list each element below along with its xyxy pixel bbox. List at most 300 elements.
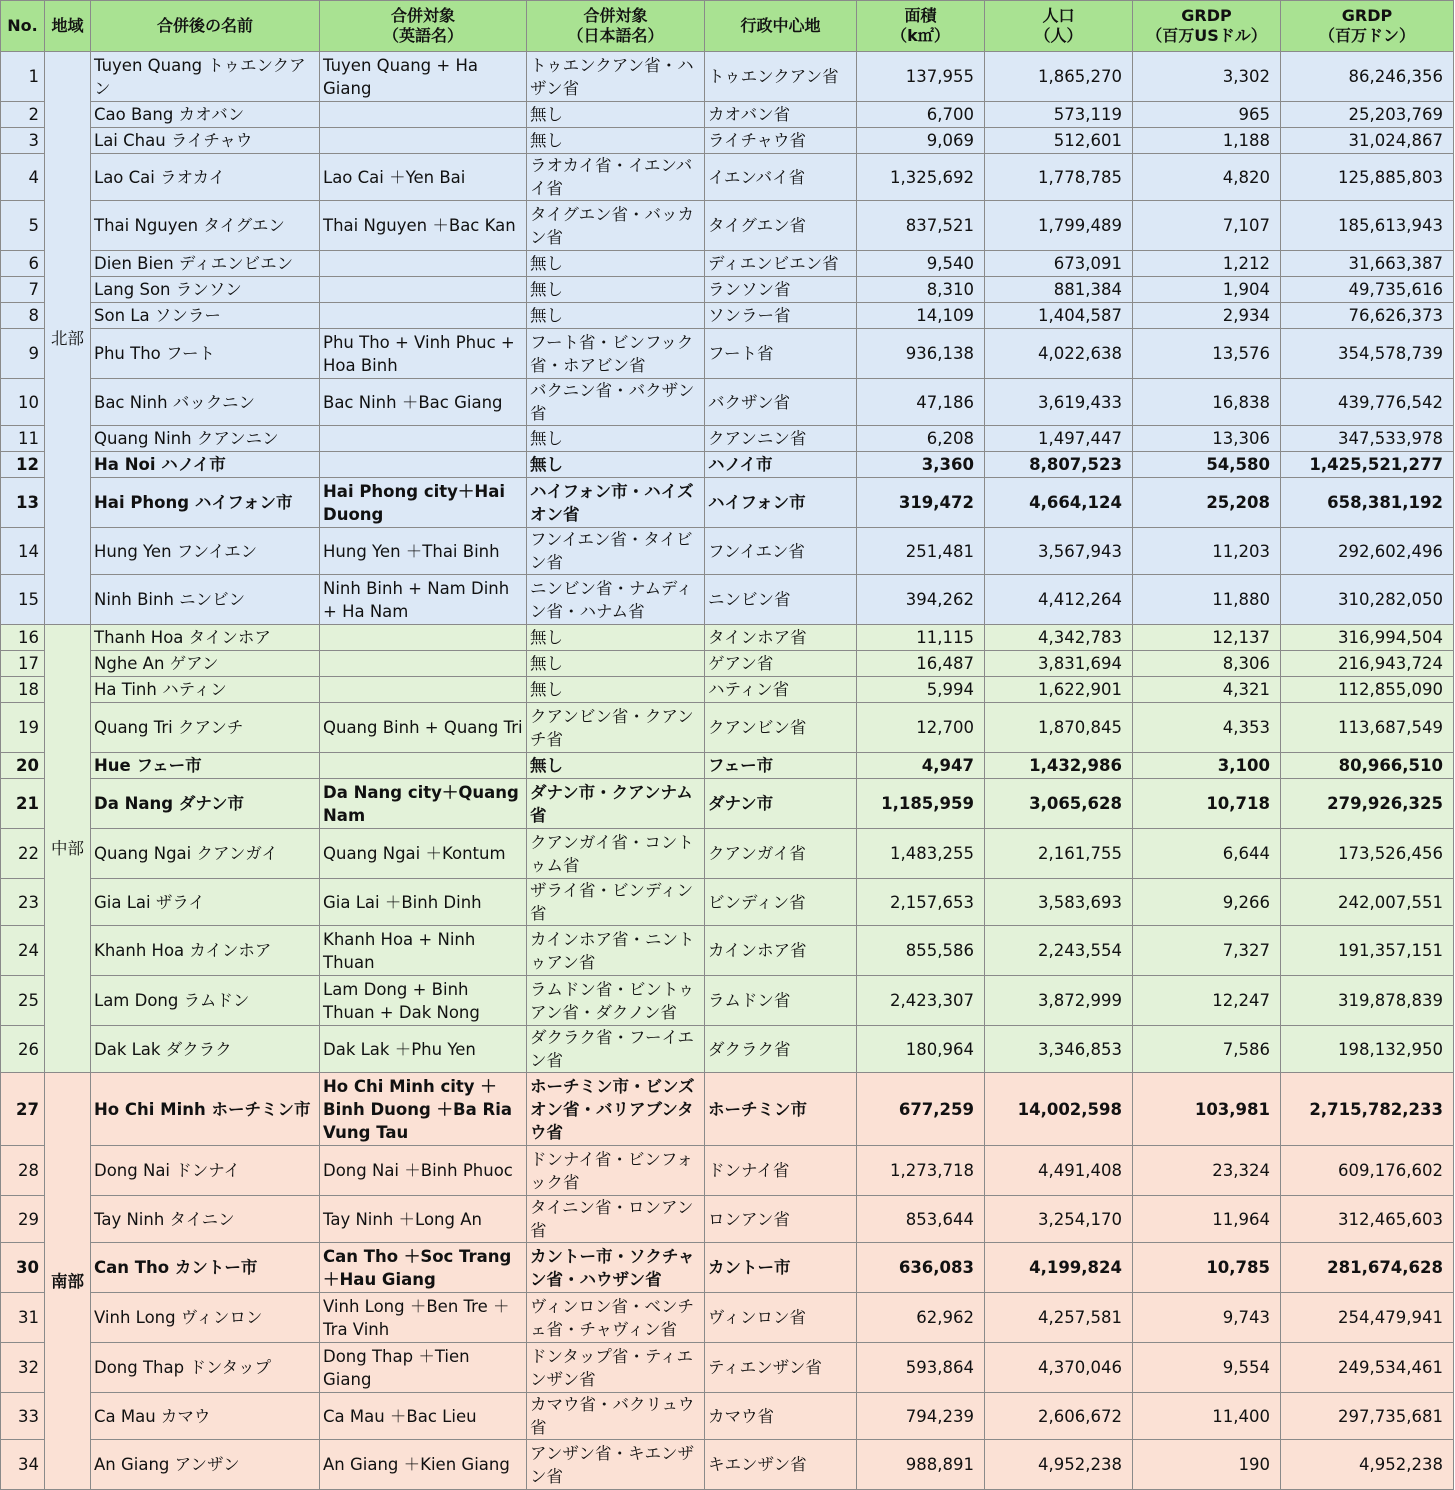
cell-targets-en: Gia Lai ＋Binh Dinh [320,879,527,926]
cell-grdp-vnd: 173,526,456 [1281,829,1454,879]
cell-targets-ja: タイニン省・ロンアン省 [527,1196,705,1243]
cell-area: 2,423,307 [857,976,985,1026]
cell-area: 319,472 [857,478,985,528]
cell-grdp-usd: 11,400 [1133,1393,1281,1440]
cell-center: バクザン省 [705,379,857,426]
cell-population: 4,664,124 [985,478,1133,528]
cell-targets-en: Tay Ninh ＋Long An [320,1196,527,1243]
header-population-line2: （人） [1034,26,1083,45]
cell-area: 137,955 [857,52,985,102]
cell-targets-en [320,426,527,452]
cell-no: 1 [1,52,45,102]
cell-area: 1,325,692 [857,154,985,201]
cell-targets-ja: フート省・ビンフック省・ホアビン省 [527,329,705,379]
table-row [1,879,1454,926]
region-group-north [1,52,1454,625]
cell-grdp-vnd: 292,602,496 [1281,528,1454,575]
cell-no: 22 [1,829,45,879]
header-area-line1: 面積 [904,6,937,25]
cell-merged-name: Cao Bang カオバン [91,102,320,128]
cell-center: ラムドン省 [705,976,857,1026]
cell-grdp-usd: 10,785 [1133,1243,1281,1293]
cell-grdp-usd: 2,934 [1133,303,1281,329]
cell-targets-en: Hung Yen ＋Thai Binh [320,528,527,575]
cell-population: 2,243,554 [985,926,1133,976]
cell-grdp-vnd: 31,024,867 [1281,128,1454,154]
cell-area: 794,239 [857,1393,985,1440]
table-row [1,1393,1454,1440]
cell-grdp-vnd: 297,735,681 [1281,1393,1454,1440]
cell-targets-en: Dong Nai ＋Binh Phuoc [320,1146,527,1196]
header-grdp-usd-line1: GRDP [1181,6,1232,25]
cell-merged-name: Lam Dong ラムドン [91,976,320,1026]
cell-grdp-vnd: 1,425,521,277 [1281,452,1454,478]
header-no: No. [1,1,45,52]
header-merged-name: 合併後の名前 [91,1,320,52]
cell-center: クアンニン省 [705,426,857,452]
cell-center: クアンガイ省 [705,829,857,879]
table-row [1,976,1454,1026]
cell-area: 9,540 [857,251,985,277]
cell-targets-en [320,651,527,677]
cell-merged-name: Lai Chau ライチャウ [91,128,320,154]
cell-targets-ja: 無し [527,677,705,703]
cell-targets-ja: ザライ省・ビンディン省 [527,879,705,926]
cell-grdp-vnd: 279,926,325 [1281,779,1454,829]
cell-grdp-vnd: 25,203,769 [1281,102,1454,128]
cell-area: 1,483,255 [857,829,985,879]
cell-targets-ja: 無し [527,303,705,329]
cell-grdp-usd: 4,820 [1133,154,1281,201]
cell-grdp-usd: 3,100 [1133,753,1281,779]
cell-grdp-usd: 9,266 [1133,879,1281,926]
cell-targets-ja: ラオカイ省・イエンバイ省 [527,154,705,201]
cell-no: 7 [1,277,45,303]
cell-area: 251,481 [857,528,985,575]
table-row [1,1073,1454,1146]
cell-area: 677,259 [857,1073,985,1146]
header-grdp-usd-line2: （百万USドル） [1146,26,1267,45]
cell-area: 1,185,959 [857,779,985,829]
table-row [1,52,1454,102]
cell-center: ハイフォン市 [705,478,857,528]
cell-population: 4,199,824 [985,1243,1133,1293]
cell-targets-ja: バクニン省・バクザン省 [527,379,705,426]
cell-merged-name: Lao Cai ラオカイ [91,154,320,201]
cell-population: 4,491,408 [985,1146,1133,1196]
cell-merged-name: Dak Lak ダクラク [91,1026,320,1073]
cell-no: 15 [1,575,45,625]
cell-center: ランソン省 [705,277,857,303]
cell-population: 1,778,785 [985,154,1133,201]
cell-targets-ja: アンザン省・キエンザン省 [527,1440,705,1490]
cell-no: 19 [1,703,45,753]
cell-grdp-vnd: 242,007,551 [1281,879,1454,926]
cell-merged-name: Nghe An ゲアン [91,651,320,677]
header-area-line2: （k㎡） [891,26,950,45]
cell-targets-en: Lao Cai ＋Yen Bai [320,154,527,201]
cell-targets-ja: ラムドン省・ビントゥアン省・ダクノン省 [527,976,705,1026]
cell-merged-name: Bac Ninh バックニン [91,379,320,426]
table-row [1,303,1454,329]
cell-grdp-vnd: 310,282,050 [1281,575,1454,625]
cell-targets-en: Dak Lak ＋Phu Yen [320,1026,527,1073]
cell-merged-name: An Giang アンザン [91,1440,320,1490]
cell-grdp-vnd: 2,715,782,233 [1281,1073,1454,1146]
cell-grdp-usd: 16,838 [1133,379,1281,426]
cell-population: 3,065,628 [985,779,1133,829]
region-label-south: 南部 [45,1073,91,1490]
cell-population: 573,119 [985,102,1133,128]
cell-merged-name: Tuyen Quang トゥエンクアン [91,52,320,102]
cell-population: 1,865,270 [985,52,1133,102]
region-group-central [1,625,1454,1073]
cell-grdp-vnd: 80,966,510 [1281,753,1454,779]
table-header [1,1,1454,52]
cell-area: 11,115 [857,625,985,651]
cell-area: 837,521 [857,201,985,251]
cell-targets-en: Phu Tho + Vinh Phuc + Hoa Binh [320,329,527,379]
header-targets-ja-line2: （日本語名） [567,26,664,45]
cell-merged-name: Phu Tho フート [91,329,320,379]
cell-population: 673,091 [985,251,1133,277]
cell-population: 512,601 [985,128,1133,154]
cell-merged-name: Quang Tri クアンチ [91,703,320,753]
cell-grdp-usd: 13,576 [1133,329,1281,379]
cell-area: 6,208 [857,426,985,452]
cell-targets-ja: 無し [527,625,705,651]
cell-grdp-usd: 8,306 [1133,651,1281,677]
cell-center: カントー市 [705,1243,857,1293]
cell-population: 881,384 [985,277,1133,303]
cell-targets-en: Ca Mau ＋Bac Lieu [320,1393,527,1440]
cell-area: 593,864 [857,1343,985,1393]
cell-merged-name: Thanh Hoa タインホア [91,625,320,651]
cell-population: 1,432,986 [985,753,1133,779]
cell-area: 1,273,718 [857,1146,985,1196]
cell-grdp-vnd: 354,578,739 [1281,329,1454,379]
cell-grdp-usd: 10,718 [1133,779,1281,829]
cell-center: ダクラク省 [705,1026,857,1073]
header-grdp-vnd-line1: GRDP [1341,6,1393,25]
cell-no: 24 [1,926,45,976]
cell-grdp-usd: 13,306 [1133,426,1281,452]
cell-grdp-vnd: 254,479,941 [1281,1293,1454,1343]
cell-targets-ja: クアンガイ省・コントゥム省 [527,829,705,879]
cell-grdp-usd: 25,208 [1133,478,1281,528]
cell-grdp-vnd: 113,687,549 [1281,703,1454,753]
cell-merged-name: Hung Yen フンイエン [91,528,320,575]
cell-grdp-vnd: 249,534,461 [1281,1343,1454,1393]
header-region: 地域 [45,1,91,52]
cell-no: 29 [1,1196,45,1243]
header-grdp-vnd [1281,1,1454,52]
cell-merged-name: Da Nang ダナン市 [91,779,320,829]
region-label-north: 北部 [45,52,91,625]
region-group-south [1,1073,1454,1490]
cell-grdp-vnd: 439,776,542 [1281,379,1454,426]
cell-targets-en [320,251,527,277]
cell-no: 18 [1,677,45,703]
cell-targets-en: Dong Thap ＋Tien Giang [320,1343,527,1393]
cell-targets-en: Can Tho ＋Soc Trang ＋Hau Giang [320,1243,527,1293]
cell-area: 936,138 [857,329,985,379]
cell-targets-ja: トゥエンクアン省・ハザン省 [527,52,705,102]
cell-grdp-vnd: 347,533,978 [1281,426,1454,452]
cell-population: 14,002,598 [985,1073,1133,1146]
cell-area: 47,186 [857,379,985,426]
cell-population: 1,870,845 [985,703,1133,753]
cell-no: 31 [1,1293,45,1343]
cell-center: ティエンザン省 [705,1343,857,1393]
cell-area: 394,262 [857,575,985,625]
table-row [1,1026,1454,1073]
cell-grdp-vnd: 112,855,090 [1281,677,1454,703]
cell-grdp-usd: 965 [1133,102,1281,128]
cell-grdp-usd: 7,327 [1133,926,1281,976]
cell-no: 34 [1,1440,45,1490]
cell-population: 2,606,672 [985,1393,1133,1440]
cell-population: 3,872,999 [985,976,1133,1026]
cell-grdp-usd: 11,203 [1133,528,1281,575]
table-row [1,651,1454,677]
cell-area: 855,586 [857,926,985,976]
cell-no: 2 [1,102,45,128]
cell-grdp-usd: 12,247 [1133,976,1281,1026]
cell-targets-ja: ハイフォン市・ハイズオン省 [527,478,705,528]
cell-no: 33 [1,1393,45,1440]
cell-targets-ja: 無し [527,251,705,277]
cell-targets-ja: カマウ省・バクリュウ省 [527,1393,705,1440]
cell-targets-ja: ヴィンロン省・ベンチェ省・チャヴィン省 [527,1293,705,1343]
cell-center: フンイエン省 [705,528,857,575]
header-targets-en-line2: （英語名） [382,26,463,45]
table-row [1,426,1454,452]
cell-grdp-vnd: 216,943,724 [1281,651,1454,677]
cell-grdp-usd: 103,981 [1133,1073,1281,1146]
table-row [1,1196,1454,1243]
table-row [1,452,1454,478]
cell-center: フート省 [705,329,857,379]
cell-grdp-vnd: 86,246,356 [1281,52,1454,102]
cell-area: 14,109 [857,303,985,329]
cell-grdp-usd: 11,964 [1133,1196,1281,1243]
table-row [1,1146,1454,1196]
cell-merged-name: Ninh Binh ニンビン [91,575,320,625]
cell-targets-ja: ドンナイ省・ビンフォック省 [527,1146,705,1196]
cell-no: 10 [1,379,45,426]
cell-population: 3,831,694 [985,651,1133,677]
cell-merged-name: Dong Thap ドンタップ [91,1343,320,1393]
cell-merged-name: Can Tho カントー市 [91,1243,320,1293]
table-row [1,1243,1454,1293]
cell-targets-en [320,625,527,651]
cell-area: 988,891 [857,1440,985,1490]
cell-center: ダナン市 [705,779,857,829]
header-area [857,1,985,52]
cell-merged-name: Ca Mau カマウ [91,1393,320,1440]
cell-area: 16,487 [857,651,985,677]
cell-area: 5,994 [857,677,985,703]
cell-no: 23 [1,879,45,926]
table-row [1,1293,1454,1343]
cell-grdp-usd: 6,644 [1133,829,1281,879]
cell-population: 1,622,901 [985,677,1133,703]
cell-area: 180,964 [857,1026,985,1073]
cell-population: 3,254,170 [985,1196,1133,1243]
cell-population: 1,404,587 [985,303,1133,329]
cell-merged-name: Ha Noi ハノイ市 [91,452,320,478]
cell-population: 4,342,783 [985,625,1133,651]
cell-center: ロンアン省 [705,1196,857,1243]
cell-no: 8 [1,303,45,329]
cell-grdp-usd: 23,324 [1133,1146,1281,1196]
table-row [1,703,1454,753]
cell-area: 62,962 [857,1293,985,1343]
table-row [1,329,1454,379]
cell-population: 3,583,693 [985,879,1133,926]
cell-targets-en: Ninh Binh + Nam Dinh + Ha Nam [320,575,527,625]
cell-targets-en [320,753,527,779]
cell-targets-en: Lam Dong + Binh Thuan + Dak Nong [320,976,527,1026]
cell-no: 13 [1,478,45,528]
cell-merged-name: Ha Tinh ハティン [91,677,320,703]
cell-no: 21 [1,779,45,829]
cell-no: 4 [1,154,45,201]
cell-targets-en: Bac Ninh ＋Bac Giang [320,379,527,426]
cell-area: 9,069 [857,128,985,154]
cell-merged-name: Quang Ninh クアンニン [91,426,320,452]
cell-no: 28 [1,1146,45,1196]
cell-grdp-usd: 12,137 [1133,625,1281,651]
cell-no: 25 [1,976,45,1026]
cell-targets-en: Ho Chi Minh city ＋Binh Duong ＋Ba Ria Vung Tau [320,1073,527,1146]
cell-population: 4,952,238 [985,1440,1133,1490]
cell-targets-ja: ニンビン省・ナムディン省・ハナム省 [527,575,705,625]
cell-grdp-usd: 7,586 [1133,1026,1281,1073]
table-row [1,478,1454,528]
cell-merged-name: Son La ソンラー [91,303,320,329]
cell-population: 4,370,046 [985,1343,1133,1393]
cell-grdp-usd: 54,580 [1133,452,1281,478]
cell-grdp-vnd: 609,176,602 [1281,1146,1454,1196]
cell-area: 6,700 [857,102,985,128]
table-row [1,528,1454,575]
cell-population: 4,412,264 [985,575,1133,625]
cell-targets-en [320,677,527,703]
cell-targets-ja: カントー市・ソクチャン省・ハウザン省 [527,1243,705,1293]
header-targets-en-line1: 合併対象 [390,6,455,25]
cell-grdp-usd: 3,302 [1133,52,1281,102]
table-row [1,154,1454,201]
table-row [1,926,1454,976]
table-row [1,575,1454,625]
cell-population: 1,799,489 [985,201,1133,251]
region-label-central: 中部 [45,625,91,1073]
cell-merged-name: Tay Ninh タイニン [91,1196,320,1243]
cell-grdp-usd: 1,904 [1133,277,1281,303]
cell-population: 3,567,943 [985,528,1133,575]
cell-center: ニンビン省 [705,575,857,625]
cell-targets-en: Vinh Long ＋Ben Tre ＋ Tra Vinh [320,1293,527,1343]
cell-grdp-vnd: 185,613,943 [1281,201,1454,251]
cell-merged-name: Quang Ngai クアンガイ [91,829,320,879]
cell-center: ビンディン省 [705,879,857,926]
cell-center: ハティン省 [705,677,857,703]
cell-targets-ja: 無し [527,128,705,154]
cell-center: ライチャウ省 [705,128,857,154]
cell-grdp-vnd: 658,381,192 [1281,478,1454,528]
cell-targets-en [320,452,527,478]
cell-population: 1,497,447 [985,426,1133,452]
cell-grdp-usd: 1,212 [1133,251,1281,277]
cell-population: 8,807,523 [985,452,1133,478]
cell-targets-ja: ドンタップ省・ティエンザン省 [527,1343,705,1393]
cell-area: 2,157,653 [857,879,985,926]
cell-center: カマウ省 [705,1393,857,1440]
cell-no: 9 [1,329,45,379]
cell-targets-en: Da Nang city＋Quang Nam [320,779,527,829]
cell-grdp-vnd: 125,885,803 [1281,154,1454,201]
cell-area: 4,947 [857,753,985,779]
cell-no: 6 [1,251,45,277]
cell-targets-ja: 無し [527,426,705,452]
cell-area: 3,360 [857,452,985,478]
cell-center: イエンバイ省 [705,154,857,201]
header-center: 行政中心地 [705,1,857,52]
cell-targets-en [320,102,527,128]
table-row [1,277,1454,303]
cell-area: 636,083 [857,1243,985,1293]
table-row [1,1343,1454,1393]
cell-population: 4,022,638 [985,329,1133,379]
cell-targets-en: Quang Binh + Quang Tri [320,703,527,753]
cell-area: 8,310 [857,277,985,303]
cell-targets-en: Hai Phong city＋Hai Duong [320,478,527,528]
cell-population: 2,161,755 [985,829,1133,879]
header-targets-ja-line1: 合併対象 [583,6,648,25]
cell-targets-ja: 無し [527,452,705,478]
cell-merged-name: Hai Phong ハイフォン市 [91,478,320,528]
cell-no: 3 [1,128,45,154]
cell-targets-ja: ダクラク省・フーイエン省 [527,1026,705,1073]
table-row [1,251,1454,277]
cell-no: 11 [1,426,45,452]
cell-grdp-vnd: 198,132,950 [1281,1026,1454,1073]
cell-targets-ja: タイグエン省・バッカン省 [527,201,705,251]
cell-no: 12 [1,452,45,478]
cell-targets-en: Khanh Hoa + Ninh Thuan [320,926,527,976]
table-row [1,128,1454,154]
cell-merged-name: Gia Lai ザライ [91,879,320,926]
table-row [1,677,1454,703]
header-grdp-vnd-line2: （百万ドン） [1318,26,1415,45]
cell-no: 14 [1,528,45,575]
cell-center: タインホア省 [705,625,857,651]
cell-targets-ja: 無し [527,651,705,677]
cell-no: 20 [1,753,45,779]
cell-grdp-usd: 4,353 [1133,703,1281,753]
table-row [1,829,1454,879]
cell-grdp-usd: 190 [1133,1440,1281,1490]
table-row [1,1440,1454,1490]
cell-targets-en [320,128,527,154]
cell-no: 17 [1,651,45,677]
cell-merged-name: Dien Bien ディエンビエン [91,251,320,277]
cell-grdp-usd: 9,743 [1133,1293,1281,1343]
cell-center: キエンザン省 [705,1440,857,1490]
cell-no: 5 [1,201,45,251]
